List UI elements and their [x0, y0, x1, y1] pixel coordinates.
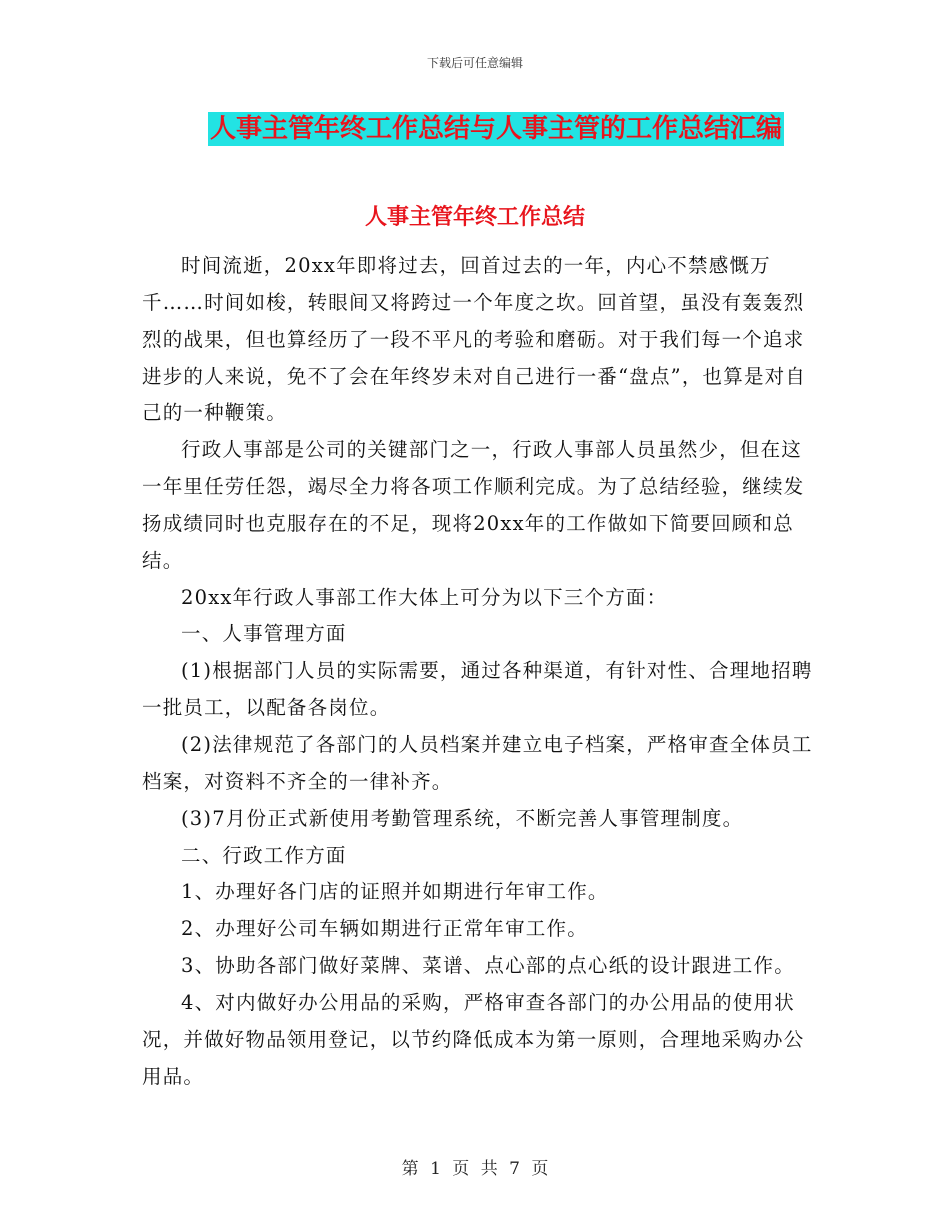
heading-administration: 二、行政工作方面 [181, 843, 347, 867]
document-body [142, 248, 822, 1095]
list-item: (3)7月份正式新使用考勤管理系统，不断完善人事管理制度。 [181, 806, 744, 830]
list-item: (2)法律规范了各部门的人员档案并建立电子档案，严格审查全体员工档案，对资料不齐全的一律补齐。 [142, 732, 813, 793]
page-footer: 第 1 页 共 7 页 [401, 1159, 549, 1179]
list-item: 3、协助各部门做好菜牌、菜谱、点心部的点心纸的设计跟进工作。 [181, 954, 795, 978]
section-title: 人事主管年终工作总结 [364, 204, 585, 230]
list-item: 2、办理好公司车辆如期进行正常年审工作。 [181, 917, 588, 941]
heading-personnel: 一、人事管理方面 [181, 622, 347, 646]
list-item: (1)根据部门人员的实际需要，通过各种渠道，有针对性、合理地招聘一批员工，以配备各岗位。 [142, 659, 813, 720]
document-title: 人事主管年终工作总结与人事主管的工作总结汇编 [210, 114, 783, 144]
header-note: 下载后可任意编辑 [426, 56, 523, 70]
list-item: 1、办理好各门店的证照并如期进行年审工作。 [181, 880, 609, 904]
paragraph-department: 行政人事部是公司的关键部门之一，行政人事部人员虽然少，但在这一年里任劳任怨，竭尽全力将各项工作顺利完成。为了总结经验，继续发扬成绩同时也克服存在的不足，现将20xx年的工作做如下简要回顾和总结。 [142, 438, 805, 572]
paragraph-intro: 时间流逝，20xx年即将过去，回首过去的一年，内心不禁感慨万千……时间如梭，转眼间又将跨过一个年度之坎。回首望，虽没有轰轰烈烈的战果，但也算经历了一段不平凡的考验和磨砺。对于我们每一个追求进步的人来说，免不了会在年终岁未对自己进行一番“盘点”，也算是对自己的一种鞭策。 [142, 254, 807, 425]
list-item: 4、对内做好办公用品的采购，严格审查各部门的办公用品的使用状况，并做好物品领用登记，以节约降低成本为第一原则，合理地采购办公用品。 [142, 990, 805, 1088]
paragraph-overview: 20xx年行政人事部工作大体上可分为以下三个方面： [181, 585, 668, 609]
